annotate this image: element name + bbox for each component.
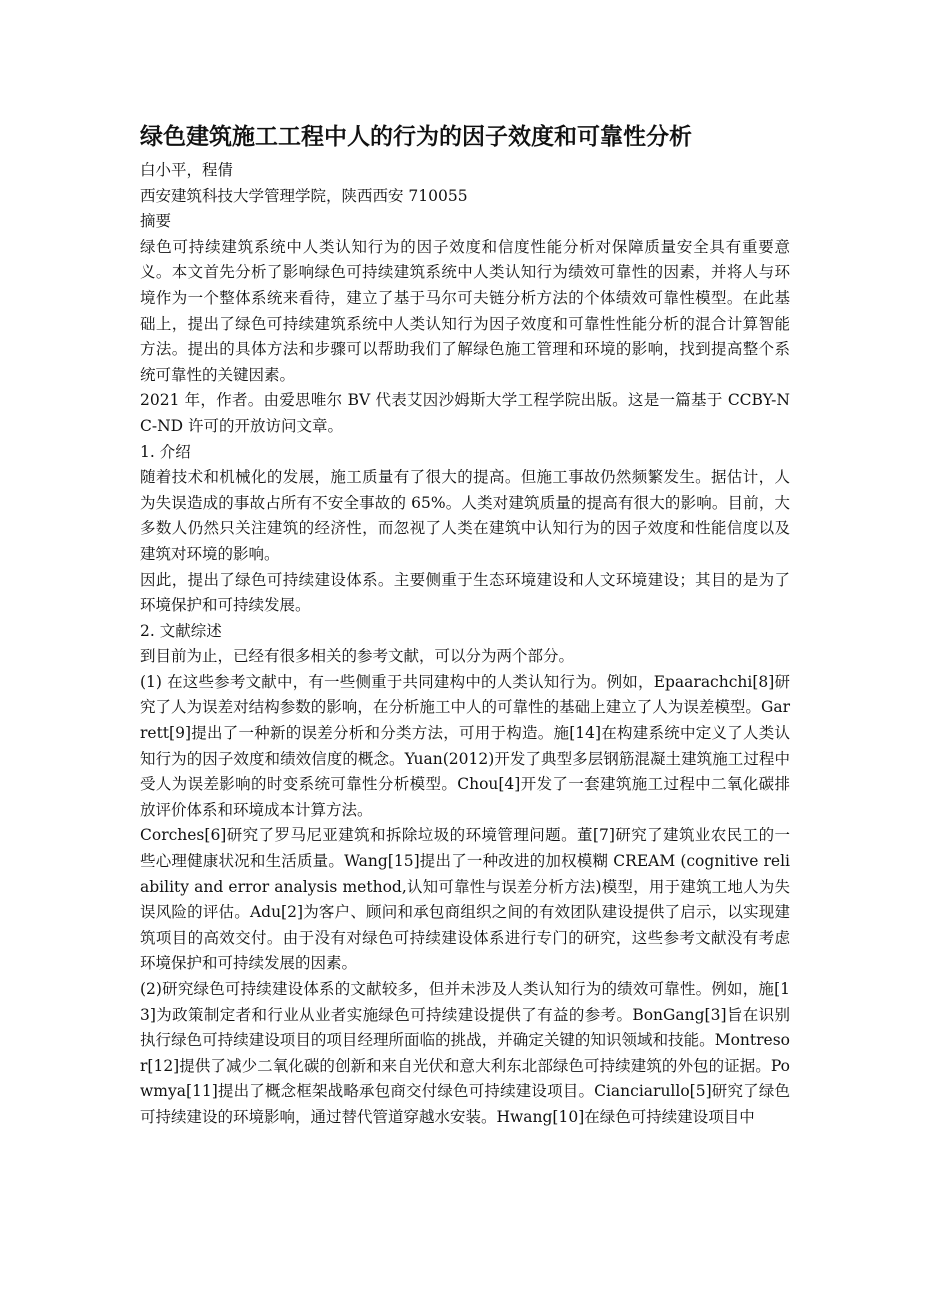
affiliation: 西安建筑科技大学管理学院，陕西西安 710055 — [140, 186, 468, 205]
literature-paragraph: (1) 在这些参考文献中，有一些侧重于共同建构中的人类认知行为。例如，Epaarachchi[8]研究了人为误差对结构参数的影响，在分析施工中人的可靠性的基础上建立了人为误差模型。Garrett[9]提出了一种新的误差分析和分类方法，可用于构造。施[14]在构建系统中定义了人类认知行为的因子效度和绩效信度的概念。Yuan(2012)开发了典型多层钢筋混凝土建筑施工过程中受人为误差影响的时变系统可靠性分析模型。Chou[4]开发了一套建筑施工过程中二氧化碳排放评价体系和环境成本计算方法。 — [140, 672, 790, 819]
introduction-paragraph: 因此，提出了绿色可持续建设体系。主要侧重于生态环境建设和人文环境建设；其目的是为了环境保护和可持续发展。 — [140, 570, 790, 615]
section-heading-literature-review: 2. 文献综述 — [140, 621, 222, 640]
copyright-notice: 2021 年，作者。由爱思唯尔 BV 代表艾因沙姆斯大学工程学院出版。这是一篇基于 CCBY-NC-ND 许可的开放访问文章。 — [140, 391, 790, 435]
paper-title: 绿色建筑施工工程中人的行为的因子效度和可靠性分析 — [140, 124, 692, 150]
introduction-paragraph: 随着技术和机械化的发展，施工质量有了很大的提高。但施工事故仍然频繁发生。据估计，人为失误造成的事故占所有不安全事故的 65%。人类对建筑质量的提高有很大的影响。目前，大多数人仍然只关注建筑的经济性，而忽视了人类在建筑中认知行为的因子效度和性能信度以及建筑对环境的影响。 — [140, 468, 790, 563]
literature-paragraph: (2)研究绿色可持续建设体系的文献较多，但并未涉及人类认知行为的绩效可靠性。例如，施[13]为政策制定者和行业从业者实施绿色可持续建设提供了有益的参考。BonGang[3]旨在识别执行绿色可持续建设项目的项目经理所面临的挑战，并确定关键的知识领域和技能。Montresor[12]提供了减少二氧化碳的创新和来自光伏和意大利东北部绿色可持续建筑的外包的证据。Powmya[11]提出了概念框架战略承包商交付绿色可持续建设项目。Cianciarullo[5]研究了绿色可持续建设的环境影响，通过替代管道穿越水安装。Hwang[10]在绿色可持续建设项目中 — [140, 980, 790, 1126]
paper-page — [140, 120, 790, 1131]
literature-paragraph: Corches[6]研究了罗马尼亚建筑和拆除垃圾的环境管理问题。董[7]研究了建筑业农民工的一些心理健康状况和生活质量。Wang[15]提出了一种改进的加权模糊 CREAM (cognitive reliability and error analysis method,认知可靠性与误差分析方法)模型，用于建筑工地人为失误风险的评估。Adu[2]为客户、顾问和承包商组织之间的有效团队建设提供了启示，以实现建筑项目的高效交付。由于没有对绿色可持续建设体系进行专门的研究，这些参考文献没有考虑环境保护和可持续发展的因素。 — [140, 826, 790, 973]
abstract-text: 绿色可持续建筑系统中人类认知行为的因子效度和信度性能分析对保障质量安全具有重要意义。本文首先分析了影响绿色可持续建筑系统中人类认知行为绩效可靠性的因素，并将人与环境作为一个整体系统来看待，建立了基于马尔可夫链分析方法的个体绩效可靠性模型。在此基础上，提出了绿色可持续建筑系统中人类认知行为因子效度和可靠性性能分析的混合计算智能方法。提出的具体方法和步骤可以帮助我们了解绿色施工管理和环境的影响，找到提高整个系统可靠性的关键因素。 — [140, 237, 790, 384]
literature-paragraph: 到目前为止，已经有很多相关的参考文献，可以分为两个部分。 — [140, 647, 575, 666]
authors: 白小平，程倩 — [140, 161, 234, 179]
section-heading-introduction: 1. 介绍 — [140, 442, 191, 461]
abstract-heading: 摘要 — [140, 212, 172, 231]
